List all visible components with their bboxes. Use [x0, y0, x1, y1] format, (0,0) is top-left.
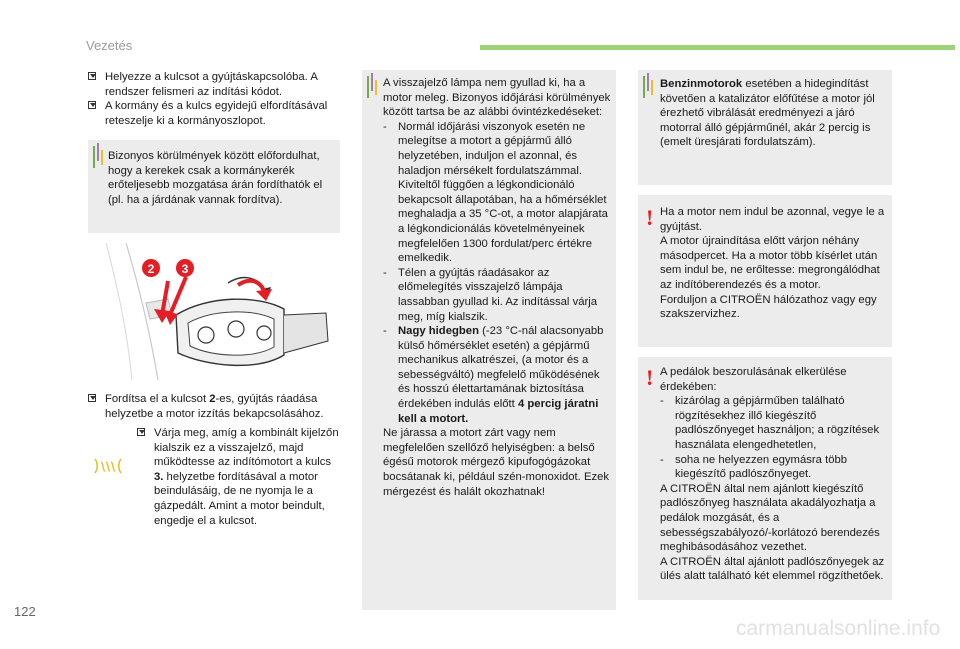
step-2-label: 2 — [147, 262, 155, 276]
pedals-text: A pedálok beszorulásának elkerülése érdekében: - kizárólag a gépjárműben található rögzítésekhez illő kiegészítő padlószőnyeget használjon; a rögzítések használata elengedhetetlen, - soha ne helyezzen egymásra több kiegészítő padlószőnyeget. A CITROËN által nem ajánlott kiegészítő padlószőnyeg használata akadályozhatja a pedálok mozgását, és a sebességszabályozó/-korlátozó berendezés meghibásodásához vezethet. A CITROËN által ajánlott padlószőnyegek az ülés alatt található két elemmel rögzíthetőek. — [660, 365, 888, 584]
intro-text: A visszajelző lámpa nem gyullad ki, ha a motor meleg. Bizonyos időjárási körülmények között tartsa be az alábbi óvintézkedéseket: — [383, 77, 611, 119]
section-title: Vezetés — [86, 38, 133, 53]
list-item: - soha ne helyezzen egymásra több kiegészítő padlószőnyeget. — [660, 453, 848, 481]
step-3-label: 3 — [181, 262, 189, 276]
warning-icon: ! — [646, 205, 654, 230]
list-item: - Nagy hidegben (-23 °C-nál alacsonyabb külső hőmérséklet esetén) a gépjármű mechanikus alkatrészei, (a motor és a sebességváltó) megfelelő működésének és hosszú élettartamának biztosítása érdekében indulás előtt 4 percig járatni kell a motort. — [383, 325, 604, 425]
info-box-petrol — [638, 70, 892, 185]
info-box-preheating — [362, 70, 616, 610]
header-rule — [480, 45, 955, 50]
key-ignition-illustration — [88, 243, 340, 380]
list-item: - kizárólag a gépjárműben található rögzítésekhez illő kiegészítő padlószőnyeget használjon; a rögzítések használata elengedhetetlen, — [660, 395, 880, 451]
bullet-arrow-icon — [137, 428, 145, 436]
turn-key-list — [88, 392, 340, 421]
start-steps-list — [88, 70, 340, 128]
warning-icon: ! — [646, 365, 654, 390]
preheating-lamp-icon — [93, 458, 123, 474]
list-item: A kormány és a kulcs egyidejű elfordításával reteszelje ki a kormányoszlopot. — [88, 99, 340, 128]
info-box-steering — [88, 140, 340, 233]
bullet-arrow-icon — [88, 72, 96, 80]
info-text: Bizonyos körülmények között előfordulhat, hogy a kerekek csak a kormánykerék erőteljesebb mozgatása árán fordíthatók el (pl. ha a járdának vannak fordítva). — [108, 150, 323, 206]
warning-box-no-start — [638, 195, 892, 347]
watermark: carmanualsonline.info — [736, 617, 941, 640]
bullet-arrow-icon — [88, 394, 96, 402]
list-item: - Normál időjárási viszonyok esetén ne melegítse a motort a gépjármű álló helyzetében, induljon el azonnal, és haladjon mérsékelt fordulatszámmal. Kiviteltől függően a légkondicionáló bekapcsolt állapotában, ha a hőmérséklet meghaladja a 35 °C-ot, a motor alapjárata a légkondicionálás követelményeinek megfelelően 1300 fordulat/perc értékre emelkedik. — [383, 120, 608, 265]
list-item: Várja meg, amíg a kombinált kijelzőn kialszik ez a visszajelző, majd működtesse az indítómotort a kulcs 3. helyzetbe fordításával a motor beindulásáig, de ne nyomja le a gázpedált. Amint a motor beindult, engedje el a kulcsot. — [137, 426, 340, 528]
no-start-text: Ha a motor nem indul be azonnal, vegye le a gyújtást. A motor újraindítása előtt várjon néhány másodpercet. Ha a motor több kísérlet után sem indul be, ne erőltesse: megrongálódhat az indítóberendezés és a motor. Forduljon a CITROËN hálózathoz vagy egy szakszervizhez. — [660, 206, 885, 321]
wait-list — [137, 426, 340, 528]
warning-box-pedals — [638, 357, 892, 600]
list-item: Helyezze a kulcsot a gyújtáskapcsolóba. A rendszer felismeri az indítási kódot. — [88, 70, 340, 99]
preheating-text — [383, 76, 613, 499]
list-item: - Télen a gyújtás ráadásakor az előmelegítés visszajelző lámpája lassabban gyullad ki. Az indítással várja meg, míg kialszik. — [383, 266, 598, 323]
warning-text: Ne járassa a motort zárt vagy nem megfelelően szellőző helyiségben: a belső égésű motorok mérgező kipufogógázokat bocsátanak ki, például szén-monoxidot. Ezek mérgezést és halált okozhatnak! — [383, 427, 610, 498]
list-item: Fordítsa el a kulcsot 2-es, gyújtás ráadása helyzetbe a motor izzítás bekapcsolásához. — [88, 392, 340, 421]
page-header — [0, 0, 960, 60]
petrol-text: Benzinmotorok esetében a hidegindítást követően a katalizátor előfűtése a motor jól érezhető vibrálását eredményezi a járó motorral álló gépjárműnél, akár 2 percig is (emelt üresjárati fordulatszám). — [660, 78, 875, 149]
bullet-arrow-icon — [88, 101, 96, 109]
page-number: 122 — [14, 604, 36, 619]
